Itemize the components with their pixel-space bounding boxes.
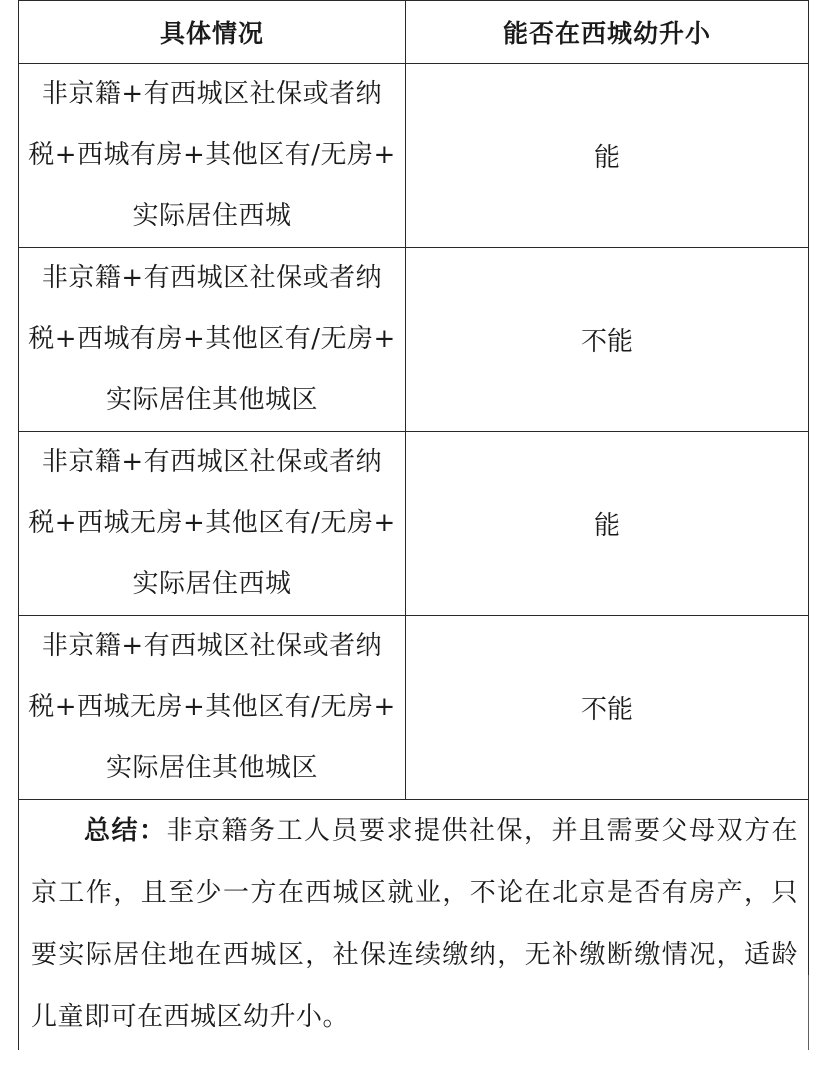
situation-line: 非京籍+有西城区社保或者纳 — [41, 631, 383, 661]
eligibility-cell: 不能 — [406, 248, 809, 432]
summary-cell — [19, 800, 809, 1051]
summary-row — [19, 800, 809, 1051]
situation-line: 税+西城无房+其他区有/无房+ — [28, 692, 396, 722]
header-situation: 具体情况 — [19, 1, 406, 64]
eligibility-cell: 不能 — [406, 616, 809, 800]
situation-line: 非京籍+有西城区社保或者纳 — [41, 79, 383, 109]
situation-line: 税+西城有房+其他区有/无房+ — [28, 140, 396, 170]
situation-line: 实际居住西城 — [132, 201, 292, 231]
table-row — [19, 432, 809, 616]
eligibility-cell: 能 — [406, 64, 809, 248]
eligibility-cell: 能 — [406, 432, 809, 616]
table-row — [19, 248, 809, 432]
table-row — [19, 616, 809, 800]
summary-label: 总结： — [83, 816, 167, 846]
situation-line: 非京籍+有西城区社保或者纳 — [41, 263, 383, 293]
header-eligibility: 能否在西城幼升小 — [406, 1, 809, 64]
situation-line: 实际居住西城 — [132, 569, 292, 599]
situation-line: 实际居住其他城区 — [105, 385, 318, 415]
situation-line: 非京籍+有西城区社保或者纳 — [41, 447, 383, 477]
edge-fade — [801, 975, 831, 1076]
situation-cell — [19, 432, 406, 616]
situation-cell — [19, 248, 406, 432]
summary-paragraph — [19, 800, 808, 1048]
situation-line: 实际居住其他城区 — [105, 753, 318, 783]
situation-cell — [19, 616, 406, 800]
table-row — [19, 64, 809, 248]
summary-text: 非京籍务工人员要求提供社保，并且需要父母双方在京工作，且至少一方在西城区就业，不论在北京是否有房产，只要实际居住地在西城区，社保连续缴纳，无补缴断缴情况，适龄儿童即可在西城区幼升小。 — [31, 816, 798, 1032]
table-header-row — [19, 1, 809, 64]
housing-eligibility-table — [18, 0, 809, 1050]
situation-line: 税+西城无房+其他区有/无房+ — [28, 508, 396, 538]
situation-line: 税+西城有房+其他区有/无房+ — [28, 324, 396, 354]
situation-cell — [19, 64, 406, 248]
